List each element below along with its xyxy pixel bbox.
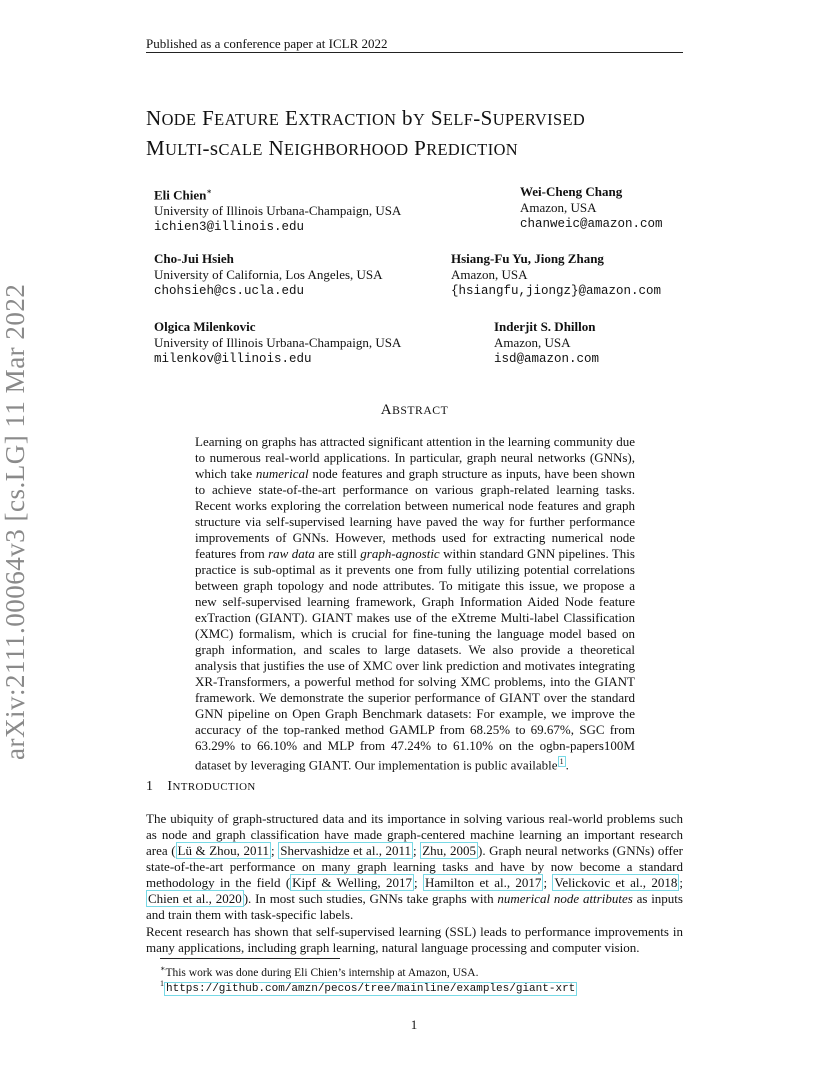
citation-link[interactable]: Shervashidze et al., 2011: [280, 843, 412, 858]
emphasis: raw data: [268, 546, 315, 561]
author-block-2: [520, 184, 663, 232]
author-block-6: [494, 319, 599, 367]
author-name: Olgica Milenkovic: [154, 319, 256, 334]
footnote-2: [160, 977, 577, 996]
title-line-2: [146, 134, 706, 164]
citation-link[interactable]: Kipf & Welling, 2017: [292, 875, 413, 890]
author-affiliation: Amazon, USA: [451, 267, 528, 282]
page-number: 1: [410, 1017, 418, 1032]
footnote-mark: ∗: [160, 964, 166, 973]
author-email: isd@amazon.com: [494, 352, 600, 366]
abstract-heading: [146, 402, 683, 419]
author-block-1: [154, 184, 401, 235]
author-affiliation: Amazon, USA: [520, 200, 597, 215]
title-line-1: [146, 104, 706, 134]
footnote-link[interactable]: 1: [559, 757, 564, 766]
citation-link[interactable]: Hamilton et al., 2017: [425, 875, 542, 890]
intro-paragraph-1: The ubiquity of graph-structured data and its importance in solving various real-world problems such as node and graph classification have made graph-centered machine learning an important research area ( Lü & Zhou, 2011 ; Shervashidze et al., 2011 ; Zhu, 2005 ). Graph neural networks (GNNs) offer state-of-the-art performance on many graph learning tasks and have by now become a standard methodology in the field ( Kipf & Welling, 2017 ; Hamilton et al., 2017 ; Velickovic et al., 2018 ; Chien et al., 2020 ). In most such studies, GNNs take graphs with numerical node attributes as inputs and train them with task-specific labels.: [146, 811, 683, 922]
author-affiliation: Amazon, USA: [494, 335, 571, 350]
abstract-body: Learning on graphs has attracted significant attention in the learning community due to numerous real-world applications. In particular, graph neural networks (GNNs), which take numerical node features and graph structure as inputs, have been shown to achieve state-of-the-art performance on various graph-related learning tasks. Recent works exploring the correlation between numerical node features and graph structure via self-supervised learning have paved the way for further performance improvements of GNNs. However, methods used for extracting numerical node features from raw data are still graph-agnostic within standard GNN pipelines. This practice is sub-optimal as it prevents one from fully utilizing potential correlations between graph topology and node attributes. To mitigate this issue, we propose a new self-supervised learning framework, Graph Information Aided Node feature exTraction (GIANT). GIANT makes use of the eXtreme Multi-label Classification (XMC) formalism, which is crucial for fine-tuning the language model based on graph information, and scales to large datasets. We also provide a theoretical analysis that justifies the use of XMC over link prediction and motivates integrating XR-Transformers, a powerful method for solving XMC problems, into the GIANT framework. We demonstrate the superior performance of GIANT over the standard GNN pipeline on Open Graph Benchmark datasets: For example, we improve the accuracy of the top-ranked method GAMLP from 68.25% to 69.67%, SGC from 63.29% to 66.10% and MLP from 47.24% to 61.10% on the ogbn-papers100M dataset by leveraging GIANT. Our implementation is public available $^1$ .: [195, 434, 635, 773]
author-name: Eli Chien∗: [154, 187, 212, 203]
emphasis: numerical: [255, 466, 309, 481]
author-block-4: [451, 251, 661, 299]
footnote-mark: 1: [160, 979, 164, 988]
abstract-heading-text: ABSTRACT: [380, 402, 449, 418]
author-name: Cho-Jui Hsieh: [154, 251, 234, 266]
author-name: Inderjit S. Dhillon: [494, 319, 596, 334]
author-email: milenkov@illinois.edu: [154, 352, 312, 366]
footnote-mark: ∗: [206, 187, 212, 196]
footnote-1: ∗This work was done during Eli Chien’s internship at Amazon, USA.: [160, 964, 479, 979]
title-line-2-text: MULTI-sCALE NEIGHBORHOOD PREDICTION: [146, 136, 518, 160]
section-title: INTRODUCTION: [167, 779, 256, 794]
arxiv-stamp: arXiv:2111.00064v3 [cs.LG] 11 Mar 2022: [0, 283, 30, 760]
header-rule: [146, 52, 683, 53]
paper-title: [146, 104, 706, 164]
author-email: {hsiangfu,jiongz}@amazon.com: [451, 284, 662, 298]
author-name: Wei-Cheng Chang: [520, 184, 623, 199]
author-affiliation: University of California, Los Angeles, USA: [154, 267, 383, 282]
emphasis: numerical node attributes: [497, 891, 633, 906]
citation-link[interactable]: Chien et al., 2020: [148, 891, 242, 906]
author-block-3: [154, 251, 383, 299]
github-url-link[interactable]: https://github.com/amzn/pecos/tree/mainline/examples/giant-xrt: [166, 982, 576, 995]
author-email: ichien3@illinois.edu: [154, 220, 305, 235]
citation-link[interactable]: Velickovic et al., 2018: [554, 875, 678, 890]
intro-paragraph-2: Recent research has shown that self-supervised learning (SSL) leads to performance improvements in many applications, including graph learning, natural language processing and computer vision.: [146, 924, 683, 955]
running-header: Published as a conference paper at ICLR 2022: [146, 36, 388, 51]
author-affiliation: University of Illinois Urbana-Champaign, USA: [154, 203, 402, 219]
emphasis: graph-agnostic: [360, 546, 440, 561]
author-email: chanweic@amazon.com: [520, 217, 663, 231]
author-affiliation: University of Illinois Urbana-Champaign, USA: [154, 335, 402, 350]
author-email: chohsieh@cs.ucla.edu: [154, 284, 305, 298]
section-heading: [146, 779, 256, 795]
citation-link[interactable]: Zhu, 2005: [422, 843, 476, 858]
citation-link[interactable]: Lü & Zhou, 2011: [177, 843, 270, 858]
title-line-1-text: NODE FEATURE EXTRACTION bY SELF-SUPERVISED: [146, 106, 586, 130]
section-number: 1: [146, 779, 154, 794]
footnote-rule: [160, 958, 340, 959]
author-name: Hsiang-Fu Yu, Jiong Zhang: [451, 251, 604, 266]
author-block-5: [154, 319, 401, 367]
